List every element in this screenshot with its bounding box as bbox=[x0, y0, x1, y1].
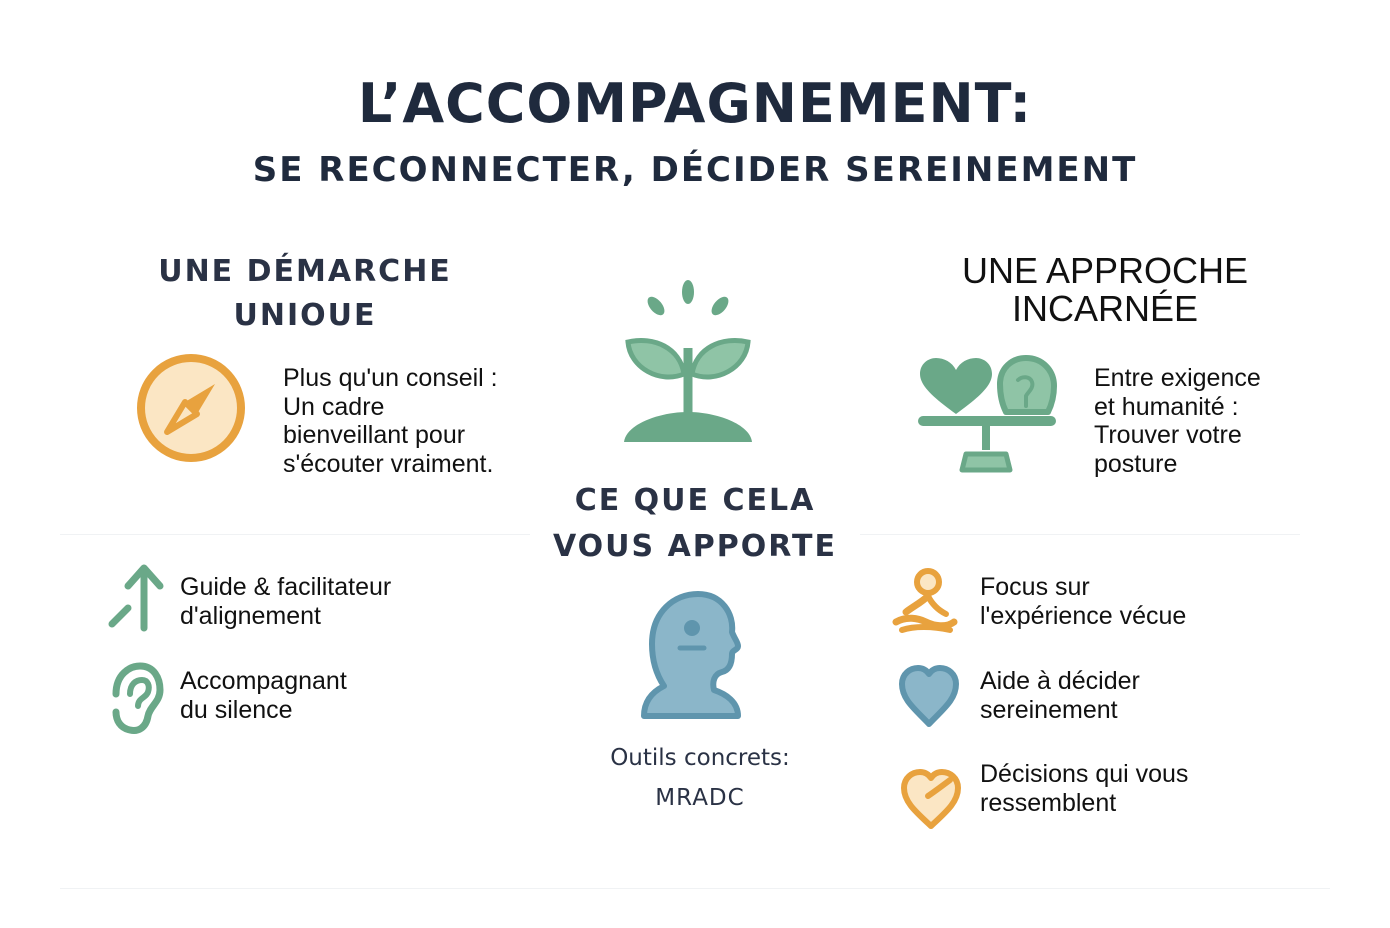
list-item bbox=[980, 760, 1280, 817]
list-item-line: sereinement bbox=[980, 695, 1118, 724]
left-intro-text bbox=[283, 364, 533, 478]
balance-heart-head-icon bbox=[914, 350, 1060, 478]
center-section-heading bbox=[540, 478, 850, 570]
list-item bbox=[180, 573, 480, 630]
list-item bbox=[980, 667, 1280, 724]
right-heading-line2: INCARNÉE bbox=[1011, 288, 1199, 329]
left-intro-line: Un cadre bbox=[283, 392, 385, 421]
list-item-line: d'alignement bbox=[180, 601, 321, 630]
right-intro-line: Entre exigence bbox=[1094, 364, 1261, 392]
tools-value: MRADC bbox=[655, 785, 745, 811]
list-item-line: Aide à décider bbox=[980, 667, 1140, 695]
left-section-heading bbox=[140, 250, 470, 338]
list-item bbox=[180, 667, 480, 724]
page-title: L’ACCOMPAGNEMENT: bbox=[357, 72, 1033, 135]
left-divider bbox=[60, 534, 530, 535]
page-subtitle: SE RECONNECTER, DÉCIDER SEREINEMENT bbox=[252, 150, 1138, 190]
left-heading-line2: UNIOUE bbox=[233, 298, 377, 333]
right-intro-line: et humanité : bbox=[1094, 392, 1239, 421]
center-heading-line1: CE QUE CELA bbox=[574, 483, 816, 518]
list-item-line: ressemblent bbox=[980, 788, 1117, 817]
center-heading-line2: VOUS APPORTE bbox=[552, 529, 837, 564]
arrow-up-icon bbox=[106, 562, 166, 632]
bottom-divider bbox=[60, 888, 1330, 889]
right-section-heading bbox=[930, 252, 1280, 328]
left-intro-line: s'écouter vraiment. bbox=[283, 449, 494, 478]
meditation-icon bbox=[892, 566, 958, 636]
right-divider bbox=[860, 534, 1300, 535]
left-heading-line1: UNE DÉMARCHE bbox=[158, 254, 452, 289]
compass-icon bbox=[135, 352, 247, 464]
right-intro-line: posture bbox=[1094, 449, 1178, 478]
list-item-line: Décisions qui vous bbox=[980, 760, 1189, 788]
left-intro-line: Plus qu'un conseil : bbox=[283, 364, 498, 392]
ear-icon bbox=[104, 660, 166, 736]
right-heading-line1: UNE APPROCHE bbox=[961, 250, 1249, 291]
list-item bbox=[980, 573, 1280, 630]
list-item-line: Accompagnant bbox=[180, 667, 347, 695]
tools-label: Outils concrets: bbox=[610, 745, 790, 771]
list-item-line: du silence bbox=[180, 695, 293, 724]
left-intro-line: bienveillant pour bbox=[283, 421, 466, 449]
heart-check-icon bbox=[898, 764, 964, 830]
heart-shield-icon bbox=[896, 660, 962, 728]
head-profile-icon bbox=[634, 586, 744, 720]
list-item-line: Guide & facilitateur bbox=[180, 573, 392, 601]
list-item-line: Focus sur bbox=[980, 573, 1090, 601]
sprout-icon bbox=[620, 278, 760, 448]
list-item-line: l'expérience vécue bbox=[980, 601, 1187, 630]
right-intro-line: Trouver votre bbox=[1094, 421, 1242, 449]
right-intro-text bbox=[1094, 364, 1324, 478]
